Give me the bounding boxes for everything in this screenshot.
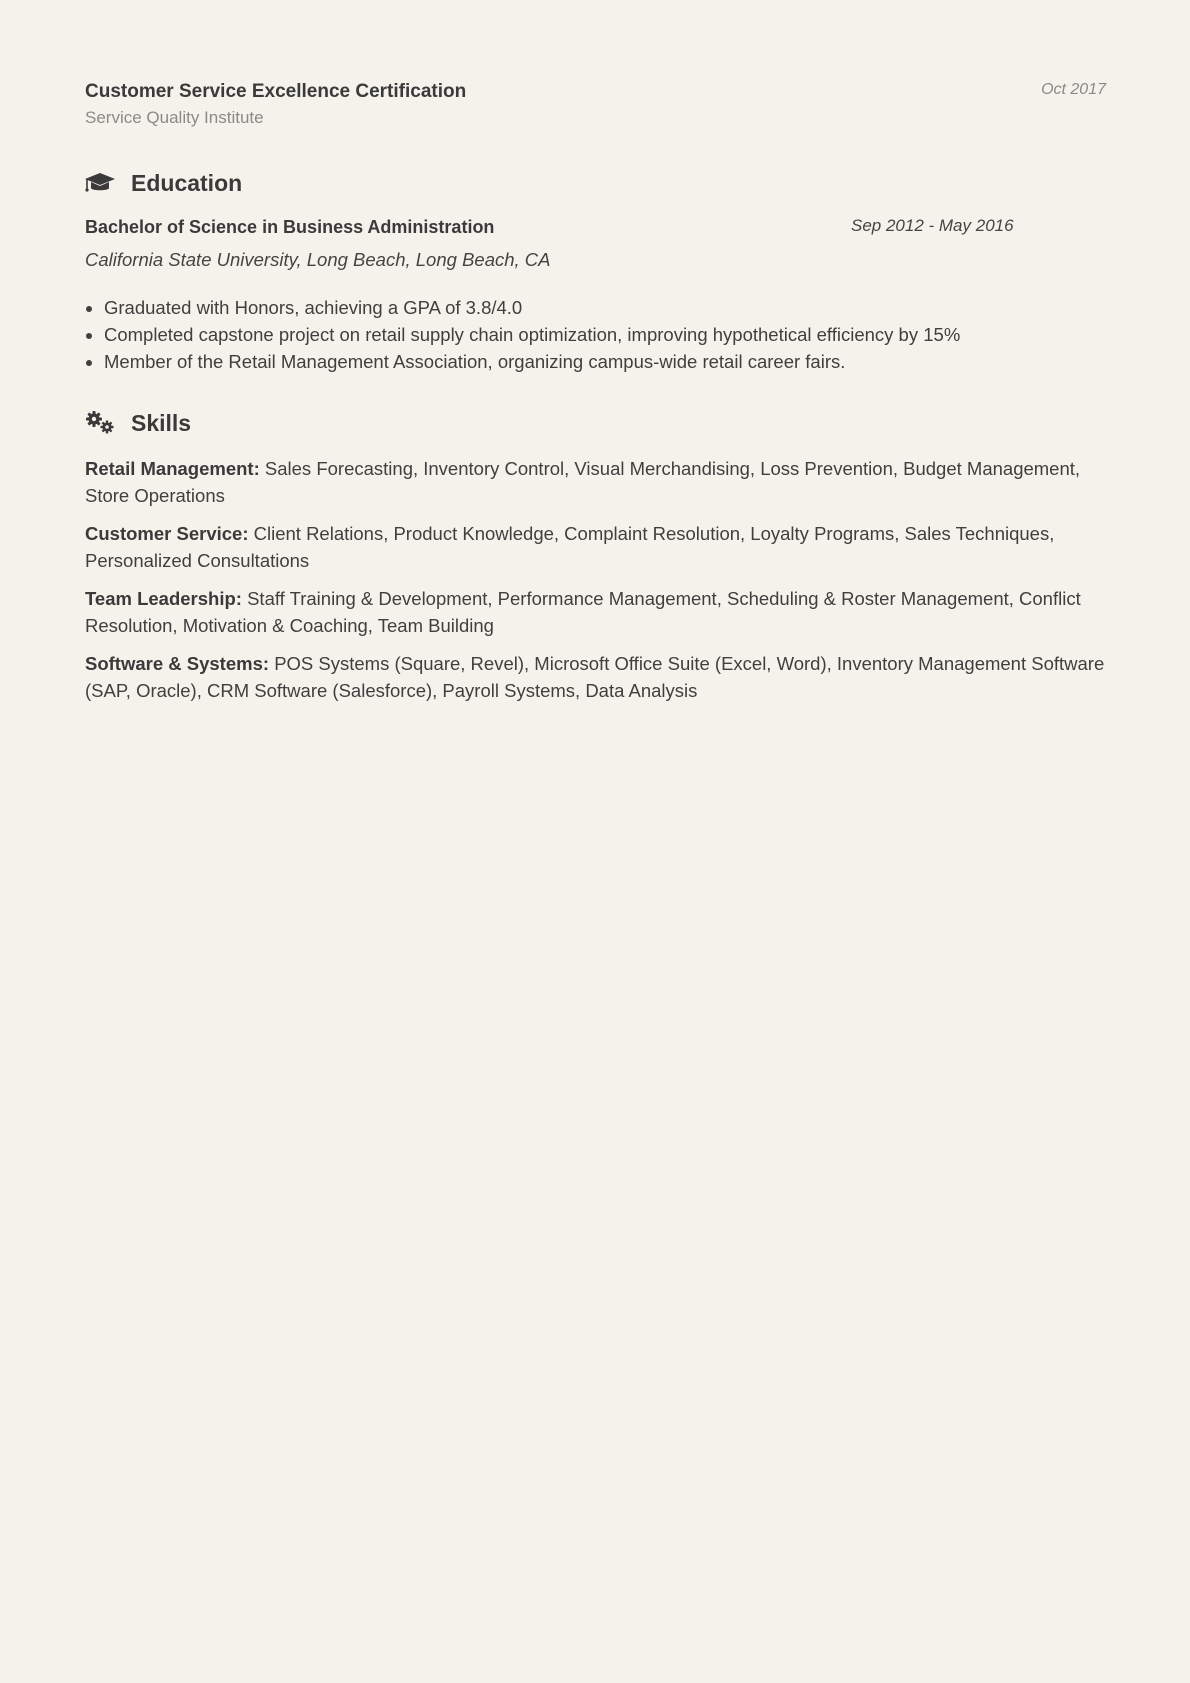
skill-value: Sales Forecasting, Inventory Control, Visual Merchandising, Loss Prevention, Budget Management, Store Operations xyxy=(85,458,1081,506)
education-degree: Bachelor of Science in Business Administration xyxy=(85,217,495,237)
list-item: • Completed capstone project on retail supply chain optimization, improving hypothetical efficiency by 15% xyxy=(104,321,1106,348)
skill-value: POS Systems (Square, Revel), Microsoft Office Suite (Excel, Word), Inventory Management Software (SAP, Oracle), CRM Software (Salesforce), Payroll Systems, Data Analysis xyxy=(85,653,1105,701)
education-entry xyxy=(85,215,1106,375)
skills-header xyxy=(85,408,1106,438)
skill-row xyxy=(85,650,1106,704)
certification-date: Oct 2017 xyxy=(1041,81,1106,98)
graduation-cap-icon xyxy=(85,170,115,196)
skill-row xyxy=(85,585,1106,639)
skill-label: Retail Management: xyxy=(85,458,260,479)
certification-issuer: Service Quality Institute xyxy=(85,108,264,127)
gears-icon xyxy=(85,410,115,436)
education-section xyxy=(85,168,1106,375)
skills-list xyxy=(85,455,1106,704)
skill-label: Team Leadership: xyxy=(85,588,242,609)
skill-row xyxy=(85,455,1106,509)
skill-value: Staff Training & Development, Performance Management, Scheduling & Roster Management, Conflict Resolution, Motivation & Coaching, Team Building xyxy=(85,588,1081,636)
resume-page xyxy=(85,0,1106,715)
list-item: • Graduated with Honors, achieving a GPA of 3.8/4.0 xyxy=(104,294,1106,321)
skill-label: Software & Systems: xyxy=(85,653,270,674)
certification-title: Customer Service Excellence Certification xyxy=(85,81,467,102)
skill-row xyxy=(85,520,1106,574)
education-school: California State University, Long Beach, Long Beach, CA xyxy=(85,249,551,270)
list-item: • Member of the Retail Management Association, organizing campus-wide retail career fairs. xyxy=(104,348,1106,375)
skill-value: Client Relations, Product Knowledge, Complaint Resolution, Loyalty Programs, Sales Techniques, Personalized Consultations xyxy=(85,523,1055,571)
skills-heading: Skills xyxy=(131,409,192,436)
education-bullets xyxy=(85,294,1106,375)
skills-section xyxy=(85,408,1106,704)
education-date: Sep 2012 - May 2016 xyxy=(851,216,1014,235)
education-heading: Education xyxy=(131,169,243,196)
certification-entry xyxy=(85,80,1106,129)
skill-label: Customer Service: xyxy=(85,523,249,544)
education-header xyxy=(85,168,1106,198)
